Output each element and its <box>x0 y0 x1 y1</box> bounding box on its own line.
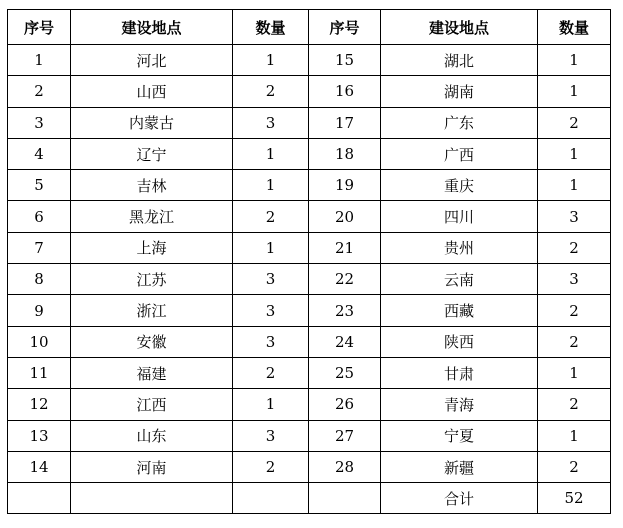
table-row <box>8 451 611 482</box>
total-empty-cell <box>309 483 381 514</box>
serial-left-cell: 6 <box>8 201 71 232</box>
serial-right-cell: 17 <box>309 107 381 138</box>
table-row <box>8 45 611 76</box>
total-empty-cell <box>8 483 71 514</box>
quantity-right-cell: 3 <box>538 264 611 295</box>
quantity-left-cell: 2 <box>233 201 309 232</box>
quantity-right-cell: 1 <box>538 45 611 76</box>
table-row <box>8 326 611 357</box>
serial-right-cell: 18 <box>309 138 381 169</box>
location-right-cell: 广西 <box>381 138 538 169</box>
location-left-cell: 福建 <box>71 357 233 388</box>
location-left-cell: 河南 <box>71 451 233 482</box>
serial-left-cell: 9 <box>8 295 71 326</box>
quantity-right-cell: 1 <box>538 420 611 451</box>
serial-right-cell: 19 <box>309 170 381 201</box>
quantity-right-cell: 2 <box>538 107 611 138</box>
serial-right-cell: 25 <box>309 357 381 388</box>
serial-left-cell: 12 <box>8 389 71 420</box>
total-empty-cell <box>71 483 233 514</box>
serial-right-cell: 20 <box>309 201 381 232</box>
serial-right-cell: 27 <box>309 420 381 451</box>
serial-left-cell: 5 <box>8 170 71 201</box>
location-left-cell: 浙江 <box>71 295 233 326</box>
quantity-left-cell: 1 <box>233 45 309 76</box>
table-row <box>8 389 611 420</box>
serial-right-cell: 24 <box>309 326 381 357</box>
serial-right-cell: 23 <box>309 295 381 326</box>
quantity-left-cell: 2 <box>233 357 309 388</box>
construction-sites-table <box>7 9 611 514</box>
serial-left-cell: 3 <box>8 107 71 138</box>
header-quantity-left: 数量 <box>233 10 309 45</box>
table-body <box>8 45 611 483</box>
location-right-cell: 四川 <box>381 201 538 232</box>
location-right-cell: 重庆 <box>381 170 538 201</box>
location-left-cell: 辽宁 <box>71 138 233 169</box>
location-left-cell: 上海 <box>71 232 233 263</box>
location-right-cell: 云南 <box>381 264 538 295</box>
table-row <box>8 138 611 169</box>
location-left-cell: 山西 <box>71 76 233 107</box>
location-right-cell: 甘肃 <box>381 357 538 388</box>
serial-left-cell: 10 <box>8 326 71 357</box>
header-location-right: 建设地点 <box>381 10 538 45</box>
location-left-cell: 吉林 <box>71 170 233 201</box>
table-row <box>8 232 611 263</box>
location-right-cell: 湖北 <box>381 45 538 76</box>
serial-right-cell: 26 <box>309 389 381 420</box>
quantity-right-cell: 2 <box>538 295 611 326</box>
serial-right-cell: 15 <box>309 45 381 76</box>
header-location-left: 建设地点 <box>71 10 233 45</box>
quantity-right-cell: 2 <box>538 232 611 263</box>
header-serial-left: 序号 <box>8 10 71 45</box>
table-row <box>8 357 611 388</box>
location-right-cell: 陕西 <box>381 326 538 357</box>
location-left-cell: 江西 <box>71 389 233 420</box>
table-row <box>8 420 611 451</box>
quantity-left-cell: 1 <box>233 138 309 169</box>
location-right-cell: 湖南 <box>381 76 538 107</box>
table-row <box>8 264 611 295</box>
serial-left-cell: 11 <box>8 357 71 388</box>
table-row <box>8 107 611 138</box>
quantity-left-cell: 1 <box>233 389 309 420</box>
quantity-right-cell: 1 <box>538 170 611 201</box>
quantity-left-cell: 1 <box>233 170 309 201</box>
quantity-left-cell: 2 <box>233 76 309 107</box>
location-right-cell: 宁夏 <box>381 420 538 451</box>
total-empty-cell <box>233 483 309 514</box>
location-left-cell: 内蒙古 <box>71 107 233 138</box>
serial-left-cell: 13 <box>8 420 71 451</box>
quantity-right-cell: 2 <box>538 326 611 357</box>
total-row <box>8 483 611 514</box>
header-serial-right: 序号 <box>309 10 381 45</box>
header-quantity-right: 数量 <box>538 10 611 45</box>
table-row <box>8 201 611 232</box>
quantity-left-cell: 3 <box>233 264 309 295</box>
serial-left-cell: 14 <box>8 451 71 482</box>
quantity-left-cell: 3 <box>233 295 309 326</box>
quantity-right-cell: 1 <box>538 357 611 388</box>
table-row <box>8 76 611 107</box>
location-right-cell: 青海 <box>381 389 538 420</box>
quantity-right-cell: 2 <box>538 389 611 420</box>
location-right-cell: 广东 <box>381 107 538 138</box>
serial-right-cell: 22 <box>309 264 381 295</box>
quantity-right-cell: 1 <box>538 138 611 169</box>
quantity-right-cell: 1 <box>538 76 611 107</box>
quantity-left-cell: 3 <box>233 326 309 357</box>
total-label: 合计 <box>381 483 538 514</box>
quantity-left-cell: 3 <box>233 107 309 138</box>
quantity-right-cell: 2 <box>538 451 611 482</box>
location-left-cell: 江苏 <box>71 264 233 295</box>
total-value: 52 <box>538 483 611 514</box>
location-left-cell: 河北 <box>71 45 233 76</box>
serial-left-cell: 8 <box>8 264 71 295</box>
serial-left-cell: 7 <box>8 232 71 263</box>
serial-left-cell: 4 <box>8 138 71 169</box>
location-right-cell: 贵州 <box>381 232 538 263</box>
serial-left-cell: 2 <box>8 76 71 107</box>
location-left-cell: 黑龙江 <box>71 201 233 232</box>
serial-right-cell: 28 <box>309 451 381 482</box>
location-right-cell: 西藏 <box>381 295 538 326</box>
quantity-left-cell: 2 <box>233 451 309 482</box>
location-right-cell: 新疆 <box>381 451 538 482</box>
header-row <box>8 10 611 45</box>
quantity-left-cell: 1 <box>233 232 309 263</box>
location-left-cell: 安徽 <box>71 326 233 357</box>
table-row <box>8 295 611 326</box>
table-row <box>8 170 611 201</box>
serial-right-cell: 21 <box>309 232 381 263</box>
serial-right-cell: 16 <box>309 76 381 107</box>
serial-left-cell: 1 <box>8 45 71 76</box>
quantity-right-cell: 3 <box>538 201 611 232</box>
quantity-left-cell: 3 <box>233 420 309 451</box>
location-left-cell: 山东 <box>71 420 233 451</box>
